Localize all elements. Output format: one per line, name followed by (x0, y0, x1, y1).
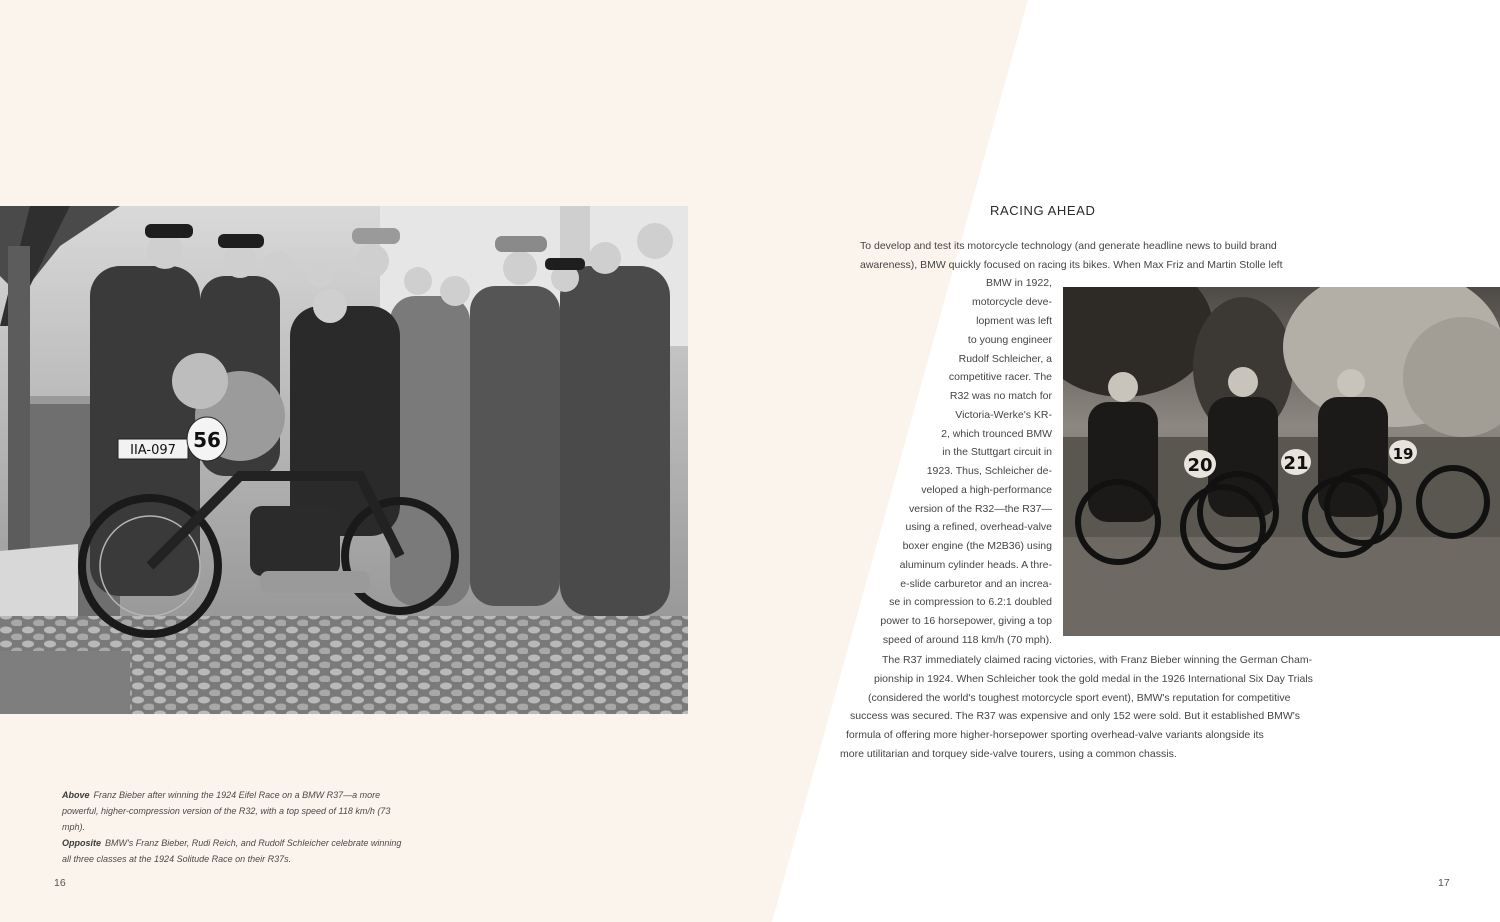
closing-line: success was secured. The R37 was expensive and only 152 were sold. But it established BMW's (850, 710, 1301, 723)
column-line: lopment was left (976, 315, 1052, 327)
closing-line: pionship in 1924. When Schleicher took the gold medal in the 1926 International Six Day Trials (874, 672, 1313, 685)
photo-caption (62, 788, 407, 869)
closing-line: (considered the world's toughest motorcycle sport event), BMW's reputation for competitive (868, 691, 1291, 704)
column-line: competitive racer. The (948, 371, 1052, 383)
column-line: e-slide carburetor and an increa- (900, 578, 1052, 590)
column-line: using a refined, overhead-valve (905, 521, 1052, 533)
column-line: Victoria-Werke's KR- (955, 409, 1052, 421)
race-number-text: 20 (1187, 455, 1213, 476)
column-line: aluminum cylinder heads. A thre- (899, 559, 1052, 571)
column-line: motorcycle deve- (972, 296, 1052, 308)
intro-line: To develop and test its motorcycle technology (and generate headline news to build brand (860, 240, 1277, 252)
caption-opposite-label: Opposite (62, 838, 102, 849)
column-line: power to 16 horsepower, giving a top (880, 615, 1052, 627)
vintage-racing-crowd-photo (0, 206, 688, 714)
column-line: BMW in 1922, (986, 277, 1052, 289)
caption-opposite-text: BMW's Franz Bieber, Rudi Reich, and Rudolf Schleicher celebrate winning all three classes at the 1924 Solitude Race on their R37s. (62, 838, 402, 865)
column-line: to young engineer (967, 334, 1052, 346)
column-line: R32 was no match for (949, 390, 1052, 402)
section-heading: RACING AHEAD (990, 203, 1096, 218)
three-riders-on-motorcycles-photo (1063, 287, 1500, 636)
column-line: boxer engine (the M2B36) using (902, 540, 1052, 552)
column-line: Rudolf Schleicher, a (958, 353, 1052, 365)
column-line: version of the R32—the R37— (909, 503, 1052, 515)
column-line: speed of around 118 km/h (70 mph). (882, 634, 1052, 646)
caption-opposite (62, 836, 407, 868)
license-plate-text: IIA-097 (130, 443, 176, 458)
page-number-right: 17 (1438, 877, 1450, 889)
column-line: in the Stuttgart circuit in (942, 446, 1052, 458)
caption-above-label: Above (62, 790, 90, 800)
column-line: 1923. Thus, Schleicher de- (926, 465, 1052, 477)
intro-line: awareness), BMW quickly focused on racing its bikes. When Max Friz and Martin Stolle left (860, 259, 1283, 271)
closing-line: formula of offering more higher-horsepower sporting overhead-valve variants alongside its (846, 729, 1264, 742)
caption-above-text: Franz Bieber after winning the 1924 Eifel Race on a BMW R37—a more powerful, higher-compression version of the R32, with a top speed of 118 km/h (73 mph). (62, 790, 391, 832)
column-line: veloped a high-performance (921, 484, 1052, 496)
race-number-text: 56 (193, 428, 221, 452)
column-line: se in compression to 6.2:1 doubled (889, 596, 1052, 608)
race-number-text: 19 (1392, 445, 1414, 463)
race-number-text: 21 (1283, 453, 1309, 474)
closing-paragraph (830, 651, 1313, 764)
page-number-left: 16 (54, 877, 66, 889)
closing-line: The R37 immediately claimed racing victories, with Franz Bieber winning the German Cham- (882, 654, 1313, 666)
column-line: 2, which trounced BMW (941, 428, 1052, 440)
closing-line: more utilitarian and torquey side-valve tourers, using a common chassis. (840, 747, 1177, 760)
caption-above (62, 788, 407, 835)
